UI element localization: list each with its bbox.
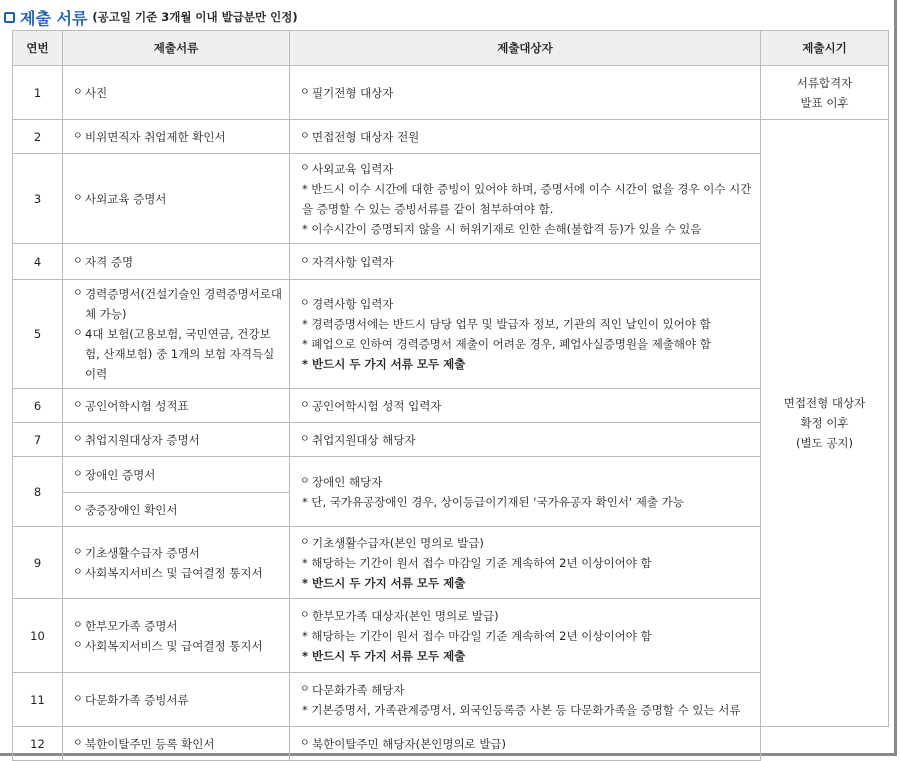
row-number: 7 xyxy=(13,423,63,457)
docs-cell xyxy=(63,66,290,120)
note-text: * 이수시간이 증명되지 않을 시 허위기재로 인한 손해(불합격 등)가 있을 수 있음 xyxy=(302,221,702,236)
bullet-icon: ㅇ xyxy=(300,475,310,487)
docs-cell xyxy=(63,154,290,244)
targets-cell xyxy=(290,244,761,280)
table-row xyxy=(13,244,889,280)
list-item: ㅇ 기초생활수급자(본인 명의로 발급) xyxy=(296,533,754,553)
bullet-icon: ㅇ xyxy=(300,255,310,267)
note-text-bold: * 반드시 두 가지 서류 모두 제출 xyxy=(302,648,466,663)
targets-cell xyxy=(290,389,761,423)
docs-cell xyxy=(63,120,290,154)
bullet-icon: ㅇ xyxy=(300,399,310,411)
docs-cell xyxy=(63,423,290,457)
list-item: ㅇ 취업지원대상 해당자 xyxy=(296,430,754,450)
targets-cell xyxy=(290,727,761,761)
list-item: ㅇ 사외교육 증명서 xyxy=(69,189,283,209)
list-item: ㅇ 다문화가족 해당자 xyxy=(296,680,754,700)
bullet-icon: ㅇ xyxy=(300,609,310,621)
bullet-icon: ㅇ xyxy=(73,619,83,631)
list-item: ㅇ 자격 증명 xyxy=(69,252,283,272)
docs-cell xyxy=(63,599,290,673)
list-item: ㅇ 한부모가족 대상자(본인 명의로 발급) xyxy=(296,606,754,626)
docs-cell xyxy=(63,389,290,423)
bullet-icon: ㅇ xyxy=(73,192,83,204)
timing-cell: 서류합격자 발표 이후 xyxy=(761,66,889,120)
list-item: ㅇ 공인어학시험 성적 입력자 xyxy=(296,396,754,416)
table-header-row xyxy=(13,31,889,66)
bullet-icon: ㅇ xyxy=(300,683,310,695)
targets-cell xyxy=(290,280,761,389)
targets-cell xyxy=(290,673,761,727)
bullet-icon: ㅇ xyxy=(73,546,83,558)
row-number: 10 xyxy=(13,599,63,673)
section-heading xyxy=(4,6,298,28)
bullet-icon: ㅇ xyxy=(300,162,310,174)
bullet-icon: ㅇ xyxy=(73,639,83,651)
submission-documents-table xyxy=(12,30,889,761)
list-item: ㅇ 다문화가족 증빙서류 xyxy=(69,690,283,710)
table-row xyxy=(13,423,889,457)
list-item: ㅇ 비위면직자 취업제한 확인서 xyxy=(69,127,283,147)
row-number: 2 xyxy=(13,120,63,154)
table-row xyxy=(13,727,889,761)
targets-cell xyxy=(290,66,761,120)
bullet-icon: ㅇ xyxy=(300,433,310,445)
bullet-icon: ㅇ xyxy=(73,503,83,515)
section-title: 제출 서류 xyxy=(20,8,88,28)
list-item: ㅇ 자격사항 입력자 xyxy=(296,252,754,272)
header-documents: 제출서류 xyxy=(63,31,290,66)
bullet-icon: ㅇ xyxy=(300,86,310,98)
table-row xyxy=(13,527,889,599)
table-row xyxy=(13,154,889,244)
table-row xyxy=(13,457,889,493)
targets-cell xyxy=(290,599,761,673)
table-row xyxy=(13,389,889,423)
note-text: * 해당하는 기간이 원서 접수 마감일 기준 계속하여 2년 이상이어야 함 xyxy=(302,628,652,643)
list-item: ㅇ 한부모가족 증명서 xyxy=(69,616,283,636)
list-item: ㅇ 장애인 해당자 xyxy=(296,472,754,492)
list-item: ㅇ 사진 xyxy=(69,83,283,103)
list-item: ㅇ 북한이탈주민 해당자(본인명의로 발급) xyxy=(296,734,754,754)
bullet-icon: ㅇ xyxy=(73,566,83,578)
note-text-bold: * 반드시 두 가지 서류 모두 제출 xyxy=(302,575,466,590)
table-row xyxy=(13,66,889,120)
note-text: * 해당하는 기간이 원서 접수 마감일 기준 계속하여 2년 이상이어야 함 xyxy=(302,555,652,570)
targets-cell xyxy=(290,527,761,599)
targets-cell xyxy=(290,154,761,244)
row-number: 1 xyxy=(13,66,63,120)
list-item: ㅇ 중증장애인 확인서 xyxy=(69,500,283,520)
header-timing: 제출시기 xyxy=(761,31,889,66)
list-item: ㅇ 공인어학시험 성적표 xyxy=(69,396,283,416)
bullet-icon: ㅇ xyxy=(300,130,310,142)
list-item: ㅇ 면접전형 대상자 전원 xyxy=(296,127,754,147)
row-number: 4 xyxy=(13,244,63,280)
targets-cell xyxy=(290,457,761,527)
section-subtitle: (공고일 기준 3개월 이내 발급분만 인정) xyxy=(92,10,298,24)
list-item: ㅇ 필기전형 대상자 xyxy=(296,83,754,103)
bullet-icon: ㅇ xyxy=(73,130,83,142)
table-row xyxy=(13,673,889,727)
list-item: ㅇ 기초생활수급자 증명서 xyxy=(69,543,283,563)
bullet-icon: ㅇ xyxy=(73,86,83,98)
bullet-icon: ㅇ xyxy=(73,399,83,411)
docs-cell xyxy=(63,673,290,727)
list-item: ㅇ 북한이탈주민 등록 확인서 xyxy=(69,734,283,754)
bullet-icon: ㅇ xyxy=(300,536,310,548)
note-text: * 단, 국가유공장애인 경우, 상이등급이기재된 '국가유공자 확인서' 제출 가능 xyxy=(302,494,684,509)
bullet-icon: ㅇ xyxy=(73,433,83,445)
bullet-icon: ㅇ xyxy=(300,737,310,749)
docs-cell xyxy=(63,527,290,599)
docs-cell xyxy=(63,457,290,493)
table-row xyxy=(13,599,889,673)
list-item: ㅇ 4대 보험(고용보험, 국민연금, 건강보험, 산재보험) 중 1개의 보험 자격득실 이력 xyxy=(69,324,283,384)
bullet-icon: ㅇ xyxy=(73,737,83,749)
row-number: 11 xyxy=(13,673,63,727)
bullet-icon: ㅇ xyxy=(73,288,83,299)
note-text: * 기본증명서, 가족관계증명서, 외국인등록증 사본 등 다문화가족을 증명할 수 있는 서류 xyxy=(302,702,741,717)
list-item: ㅇ 경력증명서(건설기술인 경력증명서로대체 가능) xyxy=(69,284,283,324)
docs-cell xyxy=(63,244,290,280)
bullet-icon: ㅇ xyxy=(73,255,83,267)
list-item: ㅇ 사외교육 입력자 xyxy=(296,159,754,179)
table-row xyxy=(13,120,889,154)
targets-cell xyxy=(290,120,761,154)
header-no: 연번 xyxy=(13,31,63,66)
row-number: 9 xyxy=(13,527,63,599)
docs-cell xyxy=(63,280,290,389)
bullet-icon: ㅇ xyxy=(300,298,310,309)
docs-cell xyxy=(63,493,290,527)
list-item: ㅇ 취업지원대상자 증명서 xyxy=(69,430,283,450)
list-item: ㅇ 장애인 증명서 xyxy=(69,465,283,485)
list-item: ㅇ 경력사항 입력자 xyxy=(296,294,754,314)
table-row xyxy=(13,280,889,389)
list-item: ㅇ 사회복지서비스 및 급여결정 통지서 xyxy=(69,563,283,583)
square-bullet-icon xyxy=(4,12,15,23)
bullet-icon: ㅇ xyxy=(73,468,83,480)
timing-cell: 면접전형 대상자 확정 이후 (별도 공지) xyxy=(761,120,889,727)
row-number: 8 xyxy=(13,457,63,527)
targets-cell xyxy=(290,423,761,457)
note-text-bold: * 반드시 두 가지 서류 모두 제출 xyxy=(302,357,466,371)
bullet-icon: ㅇ xyxy=(73,328,83,339)
note-text: * 반드시 이수 시간에 대한 증빙이 있어야 하며, 증명서에 이수 시간이 없을 경우 이수 시간을 증명할 수 있는 증빙서류를 같이 첨부하여야 함. xyxy=(302,181,752,216)
row-number: 6 xyxy=(13,389,63,423)
list-item: ㅇ 사회복지서비스 및 급여결정 통지서 xyxy=(69,636,283,656)
row-number: 3 xyxy=(13,154,63,244)
note-text: * 경력증명서에는 반드시 담당 업무 및 발급자 정보, 기관의 직인 날인이 있어야 함 xyxy=(302,317,711,331)
note-text: * 폐업으로 인하여 경력증명서 제출이 어려운 경우, 폐업사실증명원을 제출해야 함 xyxy=(302,337,711,351)
docs-cell xyxy=(63,727,290,761)
bullet-icon: ㅇ xyxy=(73,693,83,705)
row-number: 12 xyxy=(13,727,63,761)
header-targets: 제출대상자 xyxy=(290,31,761,66)
row-number: 5 xyxy=(13,280,63,389)
